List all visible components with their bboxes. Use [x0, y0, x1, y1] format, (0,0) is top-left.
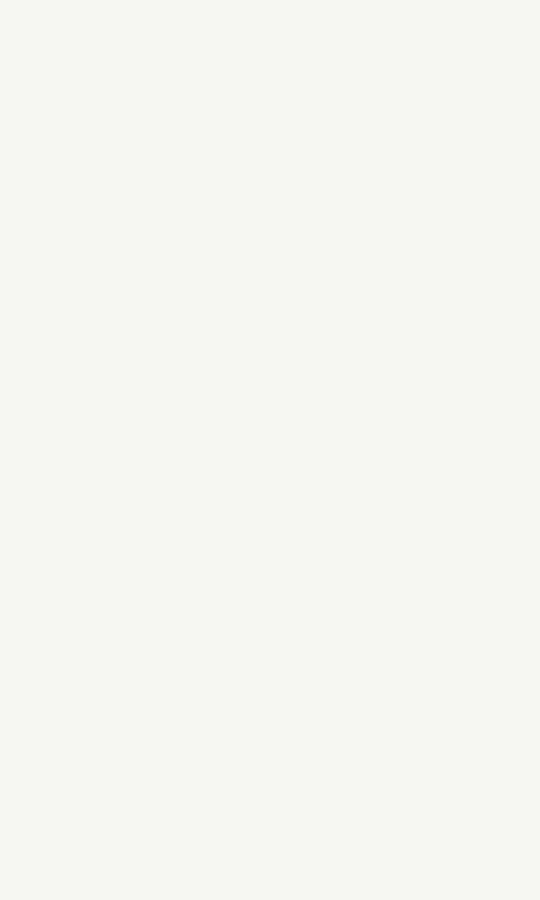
- table-of-contents: [75, 52, 512, 78]
